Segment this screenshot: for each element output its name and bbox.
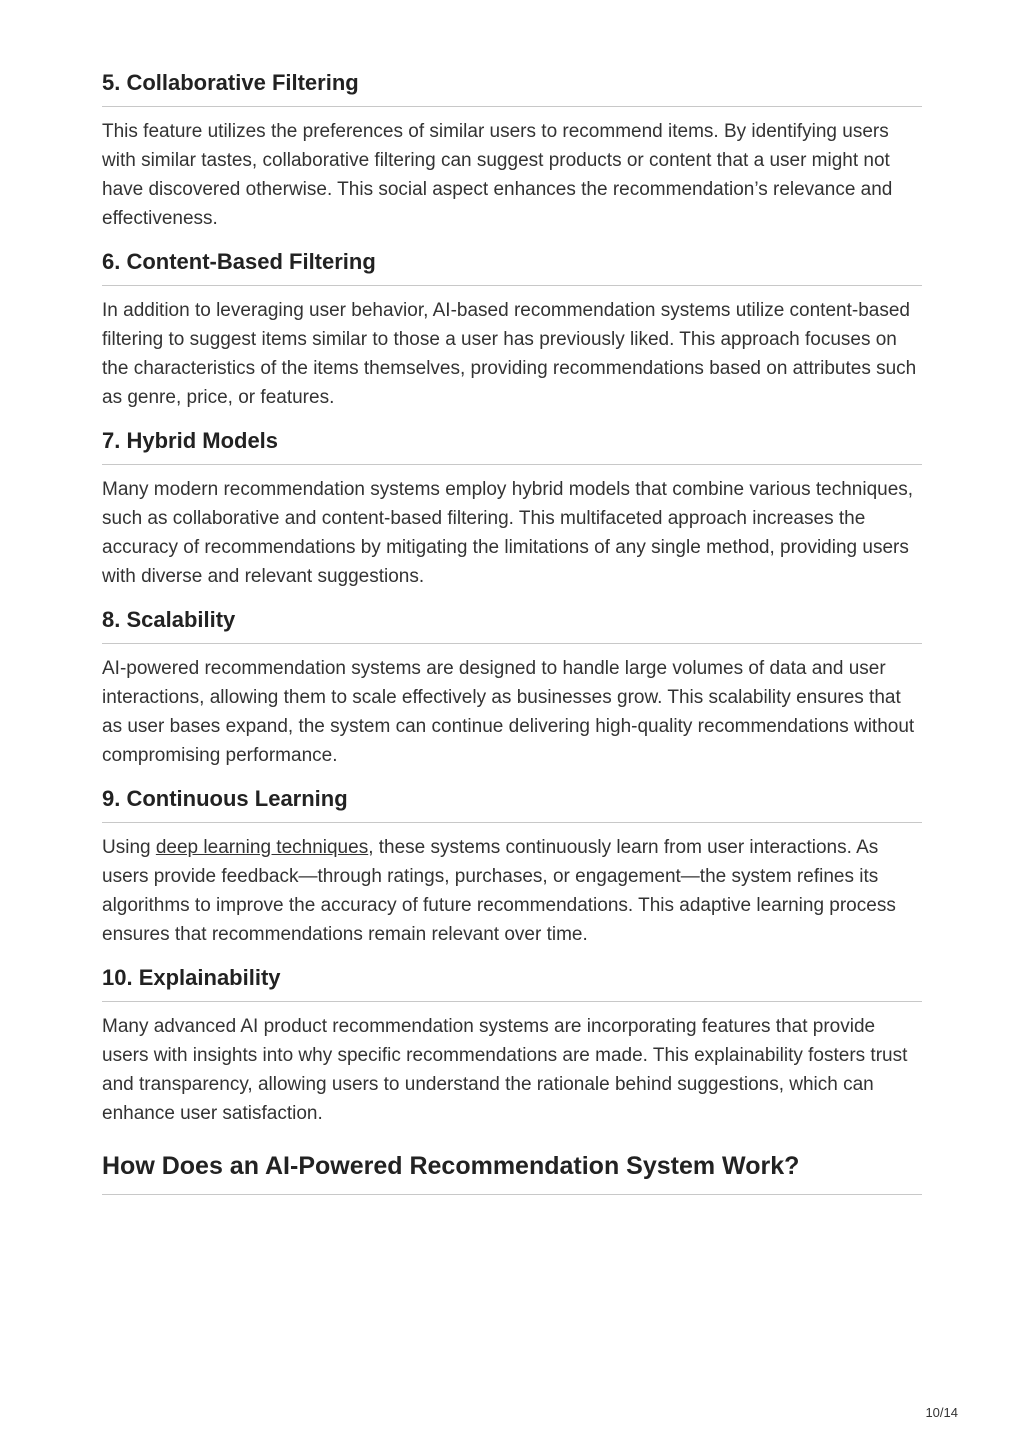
main-heading: How Does an AI-Powered Recommendation System Work? [102, 1148, 922, 1195]
section-paragraph: AI-powered recommendation systems are designed to handle large volumes of data and user interactions, allowing them to scale effectively as businesses grow. This scalability ensures that as user bases expand, the system can continue delivering high-quality recommendations without compromising performance. [102, 658, 915, 766]
section-content-based-filtering [102, 247, 922, 412]
section-paragraph [102, 833, 922, 949]
section-paragraph: This feature utilizes the preferences of similar users to recommend items. By identifying users with similar tastes, collaborative filtering can suggest products or content that a user might not have discovered otherwise. This social aspect enhances the recommendation’s relevance and effectiveness. [102, 121, 893, 229]
section-paragraph: In addition to leveraging user behavior, AI-based recommendation systems utilize content-based filtering to suggest items similar to those a user has previously liked. This approach focuses on the characteristics of the items themselves, providing recommendations based on attributes such as genre, price, or features. [102, 300, 917, 408]
section-collaborative-filtering [102, 68, 922, 233]
section-heading: 9. Continuous Learning [102, 784, 922, 823]
page-number: 10/14 [925, 1405, 958, 1420]
section-continuous-learning [102, 784, 922, 949]
article-content [102, 68, 922, 1195]
paragraph-text-after-link: , these systems continuously learn from user interactions. As users provide feedback—through ratings, purchases, or engagement—the system refines its algorithms to improve the accuracy of future recommendations. This adaptive learning process ensures that recommendations remain relevant over time. [102, 837, 896, 945]
section-paragraph: Many modern recommendation systems employ hybrid models that combine various techniques, such as collaborative and content-based filtering. This multifaceted approach increases the accuracy of recommendations by mitigating the limitations of any single method, providing users with diverse and relevant suggestions. [102, 479, 914, 587]
section-heading: 7. Hybrid Models [102, 426, 922, 465]
section-how-it-works [102, 1148, 922, 1195]
section-paragraph: Many advanced AI product recommendation systems are incorporating features that provide users with insights into why specific recommendations are made. This explainability fosters trust and transparency, allowing users to understand the rationale behind suggestions, which can enhance user satisfaction. [102, 1016, 908, 1124]
deep-learning-techniques-link[interactable]: deep learning techniques [155, 837, 369, 858]
section-heading: 10. Explainability [102, 963, 922, 1002]
section-explainability [102, 963, 922, 1128]
section-heading: 6. Content-Based Filtering [102, 247, 922, 286]
paragraph-text-before-link: Using [102, 837, 156, 858]
section-hybrid-models [102, 426, 922, 591]
section-heading: 8. Scalability [102, 605, 922, 644]
section-heading: 5. Collaborative Filtering [102, 68, 922, 107]
section-scalability [102, 605, 922, 770]
